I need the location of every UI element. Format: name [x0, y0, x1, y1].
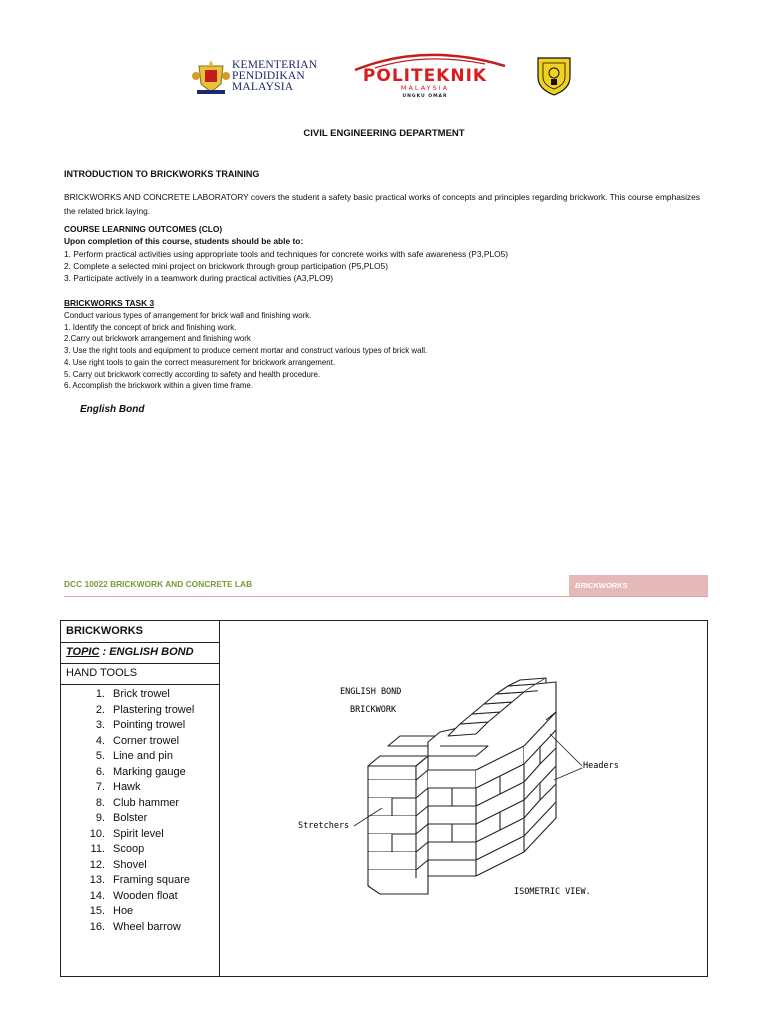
tools-column — [61, 621, 220, 976]
list-item: 4. Use right tools to gain the correct measurement for brickwork arrangement. — [64, 357, 336, 367]
brick-wall-drawing — [368, 678, 556, 894]
list-item: 3. Participate actively in a teamwork during practical activities (A3,PLO9) — [64, 273, 334, 283]
task-list — [64, 310, 427, 392]
section-banner — [569, 575, 708, 596]
ministry-name: KEMENTERIAN PENDIDIKAN MALAYSIA — [232, 59, 318, 93]
sketch-title-line2: BRICKWORK — [350, 705, 397, 715]
list-item: 12. Shovel — [89, 858, 147, 871]
table-title-row — [61, 621, 219, 643]
list-item: 1. Perform practical activities using appropriate tools and techniques for concrete works with safe awareness (P3,PLO5) — [64, 249, 509, 259]
list-item: 2.Carry out brickwork arrangement and finishing work — [64, 334, 251, 344]
section-banner-label: BRICKWORKS — [575, 581, 628, 590]
topic-text — [66, 646, 194, 658]
sketch-label-view: ISOMETRIC VIEW. — [514, 887, 591, 897]
list-item: 1. Identify the concept of brick and finishing work. — [64, 322, 237, 332]
topic-row — [61, 643, 219, 664]
list-item: 16. Wheel barrow — [89, 920, 181, 933]
list-item: 2. Plastering trowel — [95, 703, 195, 716]
topic-value: : ENGLISH BOND — [99, 646, 194, 658]
list-item: 14. Wooden float — [89, 889, 178, 902]
course-banner: DCC 10022 BRICKWORK AND CONCRETE LAB — [64, 579, 253, 589]
department-title: CIVIL ENGINEERING DEPARTMENT — [303, 128, 465, 139]
intro-paragraph: BRICKWORKS AND CONCRETE LABORATORY covers the student a safety basic practical works of concepts and principles regarding brickwork. This course emphasizes the related brick laying. — [64, 192, 700, 216]
list-item: 4. Corner trowel — [95, 734, 180, 747]
list-item: 6. Accomplish the brickwork within a given time frame. — [64, 381, 254, 391]
sketch-label-headers: Headers — [583, 761, 619, 771]
table-title: BRICKWORKS — [66, 625, 143, 637]
state-shield-icon — [534, 55, 574, 97]
tools-heading: HAND TOOLS — [66, 667, 138, 679]
politeknik-country: MALAYSIA — [400, 84, 450, 92]
list-item: 13. Framing square — [89, 874, 191, 886]
clo-list — [64, 248, 508, 284]
bond-title: English Bond — [80, 404, 145, 415]
list-item: 11. Scoop — [90, 843, 145, 855]
politeknik-campus: UNGKU OMAR — [402, 94, 448, 99]
list-item: 9. Bolster — [95, 812, 148, 824]
list-item: Conduct various types of arrangement for brick wall and finishing work. — [64, 311, 312, 320]
list-item: 1. Brick trowel — [95, 688, 170, 700]
clo-heading: COURSE LEARNING OUTCOMES (CLO) — [64, 224, 223, 234]
list-item: 5. Carry out brickwork correctly according to safety and health procedure. — [64, 369, 321, 379]
tools-heading-row — [61, 664, 219, 685]
list-item: 2. Complete a selected mini project on brickwork through group participation (P5,PLO5) — [64, 261, 388, 271]
politeknik-logo — [325, 48, 525, 100]
list-item: 10. Spirit level — [89, 827, 164, 840]
sketch-label-stretchers: Stretchers — [298, 821, 350, 831]
tools-list — [83, 687, 194, 935]
ministry-crest-icon — [191, 58, 231, 96]
topic-label: TOPIC — [66, 646, 100, 658]
clo-intro: Upon completion of this course, students should be able to: — [64, 236, 304, 246]
list-item: 3. Pointing trowel — [95, 719, 186, 731]
list-item: 5. Line and pin — [95, 750, 173, 762]
list-item: 7. Hawk — [95, 781, 141, 793]
sketch-title-line1: ENGLISH BOND — [340, 687, 402, 697]
list-item: 6. Marking gauge — [95, 765, 186, 778]
task-heading: BRICKWORKS TASK 3 — [64, 298, 155, 308]
intro-title: INTRODUCTION TO BRICKWORKS TRAINING — [64, 169, 260, 179]
politeknik-name: POLITEKNIK — [362, 66, 488, 86]
list-item: 3. Use the right tools and equipment to produce cement mortar and construct various types of brick wall. — [64, 346, 428, 356]
banner-divider — [64, 596, 708, 597]
list-item: 8. Club hammer — [95, 796, 180, 809]
list-item: 15. Hoe — [89, 905, 134, 917]
english-bond-sketch — [288, 676, 648, 906]
